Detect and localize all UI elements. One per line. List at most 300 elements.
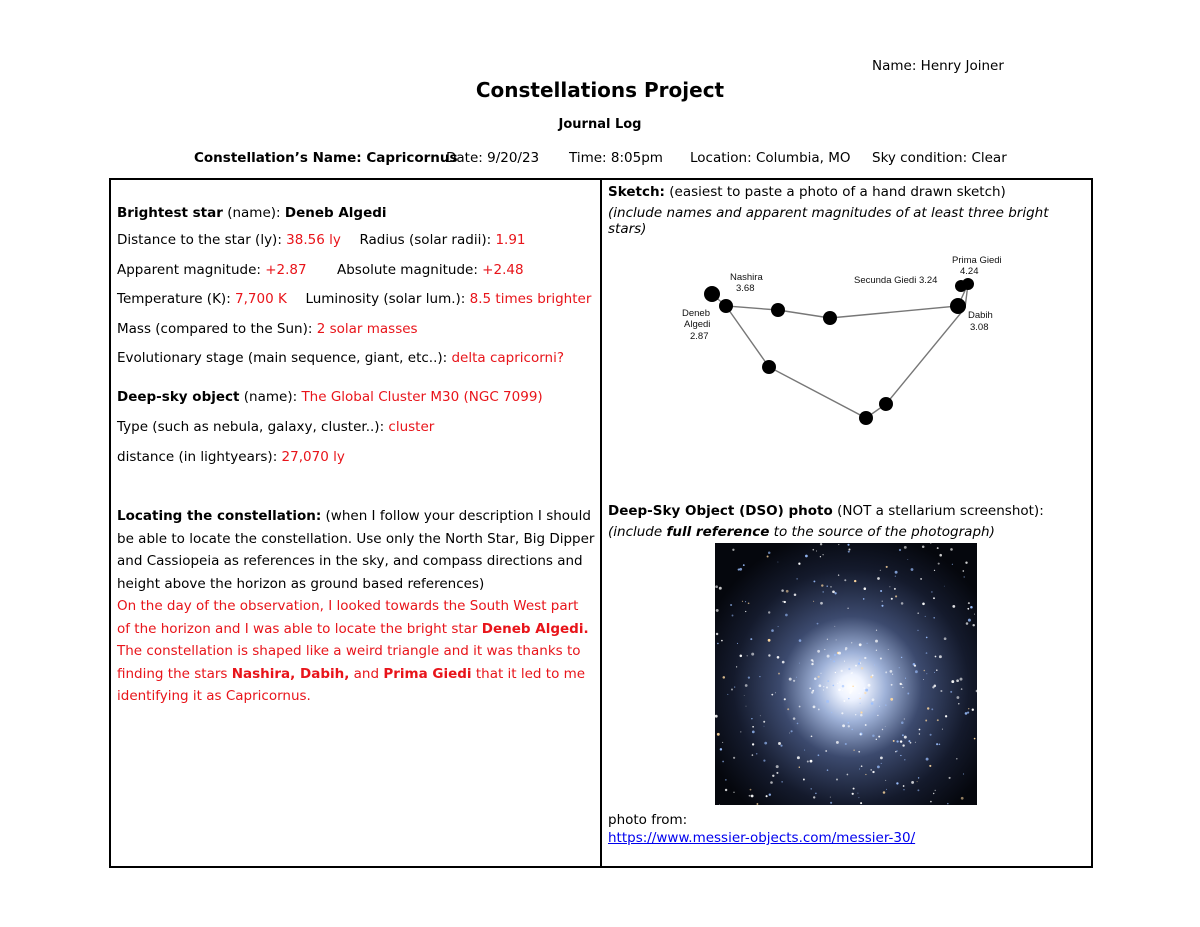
- cluster-star: [893, 740, 895, 742]
- cluster-star: [770, 781, 773, 784]
- cluster-star: [838, 652, 841, 655]
- cluster-star: [910, 742, 912, 744]
- cluster-star: [885, 780, 886, 781]
- cluster-star: [925, 720, 927, 722]
- cluster-star: [823, 689, 824, 690]
- cluster-star: [777, 562, 778, 563]
- cluster-star: [778, 673, 780, 675]
- cluster-star: [827, 655, 830, 658]
- cluster-star: [797, 723, 799, 725]
- cluster-star: [781, 589, 784, 592]
- cluster-star: [853, 749, 854, 750]
- cluster-star: [880, 657, 882, 659]
- cluster-star: [934, 685, 937, 688]
- cluster-star: [883, 791, 886, 794]
- cluster-star: [786, 590, 789, 593]
- cluster-star: [865, 774, 866, 775]
- cluster-star: [834, 592, 836, 594]
- cluster-star: [915, 742, 916, 743]
- cluster-star: [952, 564, 953, 565]
- cluster-star: [896, 782, 898, 784]
- cluster-star: [900, 740, 902, 742]
- cluster-star: [935, 656, 937, 658]
- cluster-star: [905, 678, 906, 679]
- cluster-star: [841, 712, 843, 714]
- cluster-star: [743, 564, 745, 566]
- dso-name-hint: (name):: [239, 389, 302, 405]
- cluster-star: [902, 744, 904, 746]
- cluster-star: [922, 603, 925, 606]
- cluster-star: [886, 566, 888, 568]
- cluster-star: [961, 688, 963, 690]
- cluster-star: [880, 590, 882, 592]
- cluster-star: [719, 587, 722, 590]
- cluster-star: [939, 554, 942, 557]
- dso-photo-paren: (: [832, 503, 843, 519]
- cluster-star: [915, 670, 918, 673]
- star-lower-right: [879, 397, 893, 411]
- globular-cluster-photo: [715, 543, 977, 805]
- cluster-star: [864, 657, 866, 659]
- cluster-star: [864, 688, 865, 689]
- cluster-star: [807, 760, 809, 762]
- absolute-magnitude-label: Absolute magnitude:: [337, 262, 483, 278]
- dso-type-label: Type (such as nebula, galaxy, cluster..):: [117, 419, 389, 435]
- cluster-star: [937, 719, 939, 721]
- cluster-star: [861, 765, 863, 767]
- answer-star-nashira-dabih: Nashira, Dabih,: [231, 665, 350, 682]
- cluster-star: [908, 740, 910, 742]
- label-secunda: Secunda Giedi 3.24: [854, 275, 938, 286]
- cluster-star: [931, 591, 932, 592]
- cluster-star: [760, 715, 761, 716]
- cluster-star: [933, 793, 934, 794]
- student-name: Name: Henry Joiner: [872, 58, 1004, 74]
- cluster-star: [852, 793, 854, 795]
- cluster-star: [918, 777, 919, 778]
- cluster-star: [834, 654, 836, 656]
- page-subtitle: Journal Log: [558, 117, 642, 132]
- cluster-star: [763, 760, 765, 762]
- cluster-star: [855, 686, 856, 687]
- cluster-star: [926, 652, 928, 654]
- cluster-star: [813, 601, 814, 602]
- cluster-star: [844, 579, 846, 581]
- cluster-star: [947, 803, 949, 805]
- cluster-star: [839, 681, 841, 683]
- brightest-star-name: Deneb Algedi: [284, 205, 387, 221]
- locating-answer: [117, 595, 595, 708]
- cluster-star: [965, 712, 968, 715]
- cluster-star: [881, 605, 883, 607]
- cluster-star: [965, 562, 967, 564]
- cluster-star: [745, 601, 746, 602]
- cluster-star: [716, 609, 719, 612]
- cluster-star: [885, 671, 887, 673]
- cluster-star: [823, 686, 824, 687]
- cluster-star: [929, 765, 931, 767]
- cluster-star: [902, 734, 904, 736]
- cluster-star: [733, 792, 734, 793]
- cluster-star: [798, 563, 800, 565]
- cluster-star: [907, 559, 908, 560]
- cluster-star: [820, 556, 821, 557]
- cluster-star: [972, 624, 974, 626]
- cluster-star: [859, 643, 862, 646]
- cluster-star: [860, 714, 863, 717]
- cluster-star: [838, 574, 839, 575]
- dso-label: Deep-sky object: [117, 389, 240, 405]
- answer-part-4: that it led to me identifying it as Capricornus.: [117, 665, 586, 704]
- temperature-luminosity-row: [117, 291, 591, 307]
- cluster-star: [810, 760, 813, 763]
- radius-label: Radius (solar radii):: [359, 232, 496, 248]
- cluster-star: [752, 743, 754, 745]
- cluster-star: [725, 779, 726, 780]
- star-deneb-b: [719, 299, 733, 313]
- answer-part-1: On the day of the observation, I looked towards the South West part of the horizon and I was able to locate the bright star: [117, 598, 579, 637]
- cluster-star: [832, 685, 834, 687]
- cluster-star: [901, 657, 902, 658]
- cluster-star: [871, 702, 874, 705]
- cluster-star: [890, 670, 893, 673]
- sky-condition-field: Sky condition: Clear: [872, 150, 1007, 166]
- dso-distance-label: distance (in lightyears):: [117, 449, 282, 465]
- cluster-star: [813, 549, 815, 551]
- cluster-star: [797, 756, 800, 759]
- cluster-star: [963, 576, 964, 577]
- cluster-star: [936, 669, 938, 671]
- cluster-star: [717, 733, 720, 736]
- cluster-star: [732, 615, 734, 617]
- cluster-star: [764, 742, 767, 745]
- cluster-star: [861, 667, 863, 669]
- dso-distance-row: [117, 449, 345, 465]
- cluster-star: [930, 801, 932, 803]
- cluster-star: [842, 690, 843, 691]
- cluster-star: [818, 708, 820, 710]
- cluster-star: [958, 703, 959, 704]
- cluster-star: [820, 602, 823, 605]
- dso-photo-instructions: a stellarium screenshot):: [871, 503, 1044, 519]
- cluster-star: [938, 563, 940, 565]
- cluster-star: [768, 611, 770, 613]
- cluster-star: [768, 552, 771, 555]
- star-bottom: [859, 411, 873, 425]
- cluster-star: [859, 768, 860, 769]
- cluster-star: [794, 593, 797, 596]
- label-deneb-name: Deneb: [682, 308, 710, 319]
- cluster-star: [865, 724, 867, 726]
- distance-label: Distance to the star (ly):: [117, 232, 287, 248]
- cluster-star: [849, 691, 851, 693]
- cluster-star: [933, 597, 935, 599]
- cluster-star: [817, 650, 820, 653]
- label-nashira-mag: 3.68: [736, 283, 755, 294]
- dso-name: The Global Cluster M30 (NGC 7099): [301, 389, 543, 405]
- cluster-star: [885, 726, 886, 727]
- cluster-star: [904, 759, 905, 760]
- cluster-star: [845, 743, 847, 745]
- cluster-star: [904, 546, 907, 549]
- cluster-star: [813, 796, 815, 798]
- cluster-star: [870, 769, 872, 771]
- cluster-star: [771, 694, 773, 696]
- cluster-star: [972, 709, 974, 711]
- cluster-star: [889, 586, 890, 587]
- cluster-star: [764, 726, 765, 727]
- label-nashira-name: Nashira: [730, 272, 763, 283]
- cluster-star: [934, 570, 935, 571]
- cluster-star: [882, 729, 883, 730]
- evolutionary-stage-label: Evolutionary stage (main sequence, giant, etc..):: [117, 350, 452, 366]
- cluster-star: [931, 708, 933, 710]
- cluster-star: [833, 660, 835, 662]
- cluster-star: [777, 656, 780, 659]
- cluster-star: [834, 626, 835, 627]
- cluster-star: [878, 736, 880, 738]
- photo-source-link[interactable]: https://www.messier-objects.com/messier-30/: [608, 830, 916, 846]
- cluster-star: [809, 688, 811, 690]
- note-part-a: (include: [608, 524, 667, 540]
- cluster-star: [778, 742, 781, 745]
- label-deneb-mag: 2.87: [690, 331, 709, 342]
- luminosity-label: Luminosity (solar lum.):: [305, 291, 470, 307]
- cluster-star: [859, 693, 860, 694]
- cluster-star: [716, 633, 718, 635]
- cluster-star: [722, 761, 724, 763]
- constellation-sketch: [668, 248, 1028, 438]
- dso-photo-note: [608, 524, 1088, 540]
- cluster-star: [901, 721, 904, 724]
- cluster-star: [731, 689, 733, 691]
- label-dabih-mag: 3.08: [970, 322, 989, 333]
- cluster-star: [826, 687, 828, 689]
- cluster-star: [930, 734, 932, 736]
- cluster-star: [847, 607, 849, 609]
- cluster-star: [727, 694, 728, 695]
- cluster-star: [763, 721, 765, 723]
- photo-source-row: [608, 830, 1088, 846]
- cluster-star: [894, 588, 896, 590]
- cluster-star: [782, 601, 784, 603]
- cluster-star: [885, 705, 886, 706]
- sketch-heading: [608, 184, 1088, 200]
- cluster-star: [852, 686, 854, 688]
- apparent-magnitude-label: Apparent magnitude:: [117, 262, 266, 278]
- cluster-star: [917, 630, 918, 631]
- cluster-star: [868, 684, 871, 687]
- constellation-label: Constellation’s Name:: [194, 150, 362, 166]
- cluster-star: [963, 773, 964, 774]
- cluster-star: [945, 715, 947, 717]
- cluster-star: [831, 712, 832, 713]
- cluster-star: [935, 790, 936, 791]
- cluster-star: [796, 578, 797, 579]
- cluster-star: [888, 649, 889, 650]
- cluster-star: [860, 733, 862, 735]
- star-4: [823, 311, 837, 325]
- cluster-star: [924, 670, 926, 672]
- cluster-star: [919, 733, 920, 734]
- cluster-star: [751, 795, 754, 798]
- sketch-instructions: (easiest to paste a photo of a hand drawn sketch): [664, 184, 1006, 200]
- cluster-star: [784, 698, 786, 700]
- cluster-star: [725, 789, 727, 791]
- cluster-star: [949, 777, 951, 779]
- cluster-star: [836, 779, 838, 781]
- answer-star-prima: Prima Giedi: [383, 665, 472, 682]
- cluster-star: [872, 674, 874, 676]
- cluster-star: [832, 590, 835, 593]
- cluster-star: [974, 738, 976, 740]
- dso-photo-label: Deep-Sky Object (DSO) photo: [608, 503, 833, 519]
- cluster-star: [827, 769, 829, 771]
- cluster-star: [925, 616, 926, 617]
- cluster-star: [752, 754, 754, 756]
- cluster-star: [872, 771, 874, 773]
- cluster-star: [950, 691, 952, 693]
- cluster-star: [736, 666, 737, 667]
- cluster-star: [756, 803, 758, 805]
- cluster-star: [851, 729, 853, 731]
- cluster-star: [895, 751, 897, 753]
- cluster-star: [844, 661, 845, 662]
- cluster-star: [748, 676, 750, 678]
- cluster-star: [877, 715, 878, 716]
- cluster-star: [799, 663, 800, 664]
- cluster-star: [936, 743, 938, 745]
- cluster-star: [966, 622, 969, 625]
- cluster-star: [745, 611, 746, 612]
- cluster-star: [891, 598, 893, 600]
- cluster-star: [734, 687, 735, 688]
- cluster-star: [902, 684, 903, 685]
- star-deneb-a: [704, 286, 720, 302]
- cluster-star: [877, 577, 880, 580]
- cluster-star: [805, 555, 808, 558]
- cluster-star: [974, 614, 975, 615]
- mass-row: [117, 321, 418, 337]
- cluster-star: [923, 679, 924, 680]
- cluster-star: [867, 643, 868, 644]
- cluster-star: [896, 740, 898, 742]
- cluster-star: [825, 750, 827, 752]
- cluster-star: [891, 684, 893, 686]
- cluster-star: [827, 680, 829, 682]
- cluster-star: [956, 758, 958, 760]
- cluster-star: [968, 619, 971, 622]
- cluster-star: [785, 614, 788, 617]
- cluster-star: [870, 676, 872, 678]
- brightest-star-name-hint: (name):: [222, 205, 285, 221]
- cluster-star: [876, 630, 877, 631]
- cluster-star: [830, 658, 832, 660]
- cluster-star: [896, 750, 897, 751]
- dso-type-value: cluster: [388, 419, 435, 435]
- cluster-star: [952, 605, 955, 608]
- time-field: Time: 8:05pm: [569, 150, 663, 166]
- cluster-star: [907, 693, 909, 695]
- cluster-star: [926, 673, 927, 674]
- cluster-star: [881, 763, 882, 764]
- cluster-star: [737, 643, 738, 644]
- cluster-star: [899, 549, 901, 551]
- cluster-star: [970, 606, 973, 609]
- brightest-star-label: Brightest star: [117, 205, 223, 221]
- photo-from-label: photo from:: [608, 812, 688, 828]
- cluster-star: [778, 626, 779, 627]
- cluster-star: [793, 680, 795, 682]
- cluster-star: [787, 708, 789, 710]
- cluster-star: [818, 754, 820, 756]
- cluster-star: [733, 757, 735, 759]
- cluster-star: [857, 793, 858, 794]
- cluster-star: [756, 753, 758, 755]
- cluster-star: [951, 680, 954, 683]
- cluster-star: [772, 775, 774, 777]
- cluster-star: [934, 672, 935, 673]
- location-field: Location: Columbia, MO: [690, 150, 851, 166]
- cluster-star: [740, 731, 741, 732]
- cluster-star: [776, 772, 778, 774]
- cluster-star: [750, 789, 752, 791]
- cluster-star: [848, 551, 850, 553]
- cluster-star: [961, 797, 964, 800]
- cluster-star: [826, 700, 829, 703]
- cluster-star: [822, 554, 823, 555]
- cluster-star: [750, 638, 752, 640]
- brightest-star-heading: [117, 205, 387, 221]
- cluster-star: [860, 703, 861, 704]
- cluster-star: [926, 637, 928, 639]
- cluster-star: [962, 570, 964, 572]
- note-bold: full reference: [666, 524, 770, 540]
- cluster-star: [904, 718, 905, 719]
- cluster-star: [860, 802, 862, 804]
- cluster-star: [748, 602, 750, 604]
- cluster-star: [900, 755, 901, 756]
- cluster-star: [835, 670, 836, 671]
- cluster-star: [848, 725, 850, 727]
- cluster-star: [863, 598, 865, 600]
- dso-photo-not: NOT: [842, 503, 872, 519]
- cluster-star: [766, 795, 768, 797]
- cluster-star: [842, 724, 845, 727]
- cluster-star: [853, 788, 855, 790]
- label-prima-name: Prima Giedi: [952, 255, 1002, 266]
- cluster-star: [740, 655, 743, 658]
- cluster-star: [904, 736, 907, 739]
- cluster-star: [781, 781, 782, 782]
- cluster-star: [817, 676, 819, 678]
- cluster-star: [799, 639, 802, 642]
- cluster-star: [917, 789, 919, 791]
- cluster-star: [892, 674, 893, 675]
- cluster-star: [886, 789, 887, 790]
- cluster-star: [811, 691, 813, 693]
- cluster-star: [845, 647, 848, 650]
- cluster-star: [811, 663, 813, 665]
- cluster-star: [927, 707, 929, 709]
- cluster-star: [723, 676, 726, 679]
- cluster-star: [745, 684, 748, 687]
- cluster-star: [848, 668, 850, 670]
- label-prima-mag: 4.24: [960, 266, 979, 277]
- cluster-star: [876, 739, 877, 740]
- cluster-star: [768, 639, 771, 642]
- cluster-star: [842, 685, 845, 688]
